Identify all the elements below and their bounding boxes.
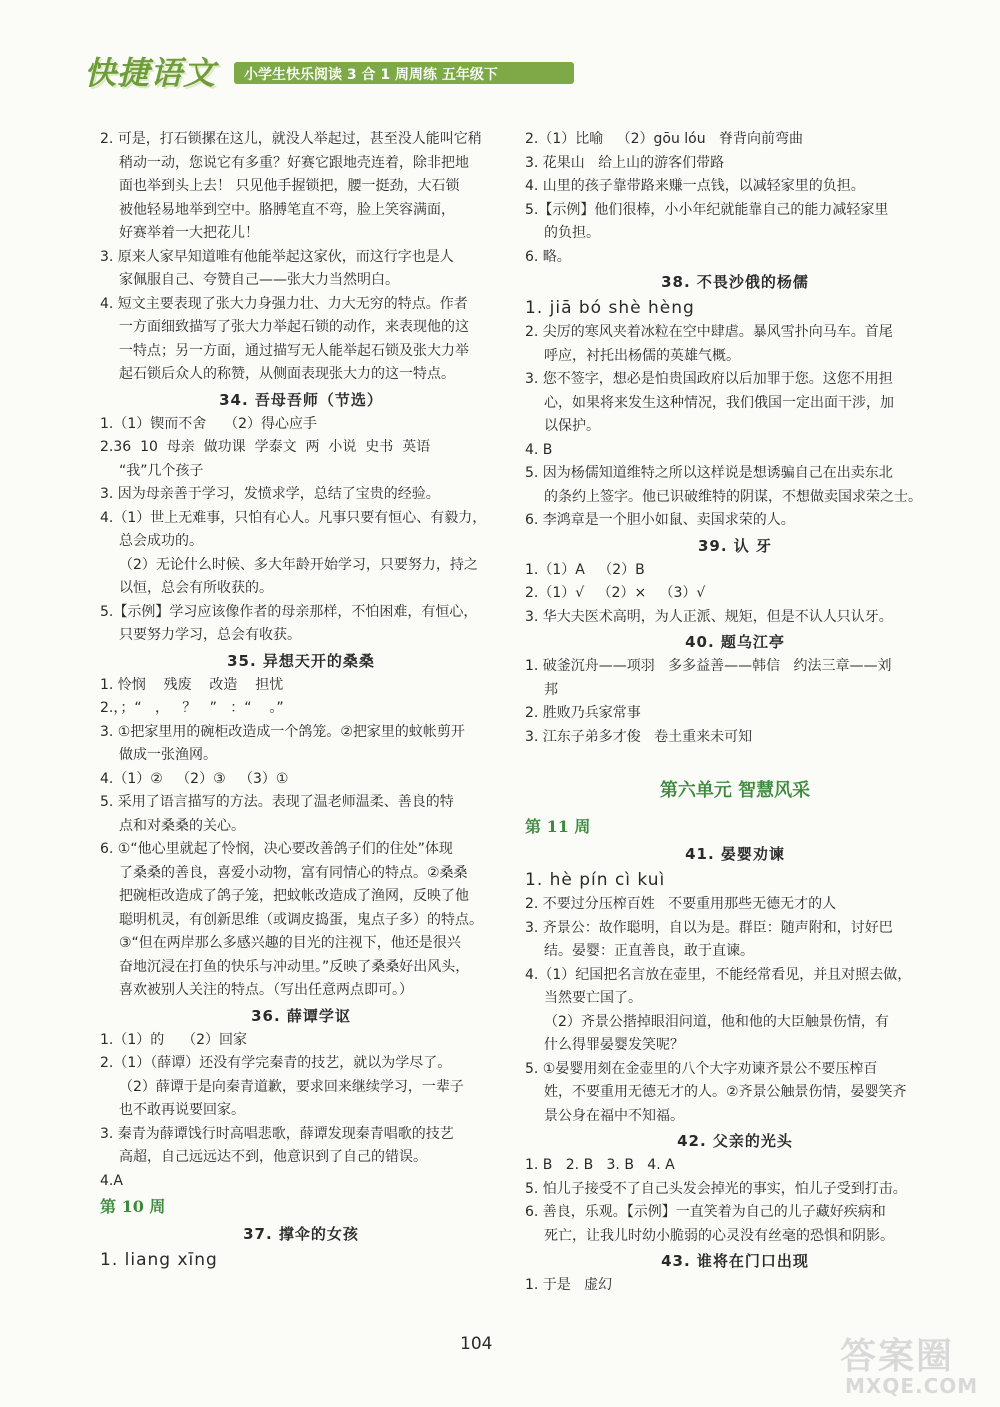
answer-line: 3. 原来人家早知道唯有他能举起这家伙，而这行字也是人	[100, 248, 454, 265]
answer-line: 1. 怜悯 残废 改造 担忧	[100, 676, 284, 693]
answer-line-continued: 的负担。	[544, 225, 600, 241]
answer-line-continued: 喜欢被别人关注的特点。（写出任意两点即可。）	[119, 982, 413, 998]
answer-line-continued: 做成一张渔网。	[119, 747, 217, 763]
answer-line: 3. 江东子弟多才俊 卷土重来未可知	[525, 728, 753, 745]
pinyin-line: 1. liang xīng	[100, 1250, 218, 1270]
answer-line: 2. 可是，打石锁摞在这儿，就没人举起过，甚至没人能叫它稍	[100, 131, 482, 147]
book-subtitle: 小学生快乐阅读 3 合 1 周周练 五年级下	[244, 67, 498, 83]
pinyin-line: 1. jiā bó shè hèng	[525, 298, 695, 318]
answer-line-continued: 总会成功的。	[119, 533, 203, 549]
answer-line-continued: 聪明机灵，有创新思维（或调皮捣蛋，鬼点子多）的特点。	[119, 911, 483, 928]
answer-line: 1. 破釜沉舟——项羽 多多益善——韩信 约法三章——刘	[525, 658, 892, 674]
answer-line: 4. 短文主要表现了张大力身强力壮、力大无穷的特点。作者	[100, 295, 468, 312]
answer-line-continued: 心，如果将来发生这种情况，我们俄国一定出面干涉，加	[544, 394, 894, 411]
answer-line: 2. 不要过分压榨百姓 不要重用那些无德无才的人	[525, 896, 837, 912]
answer-line-continued: 奋地沉浸在打鱼的快乐与冲动里。”反映了桑桑好出风头，	[119, 958, 470, 975]
answer-line: 5. 怕儿子接受不了自己头发会掉光的事实，怕儿子受到打击。	[525, 1180, 907, 1197]
lesson-title: 35. 异想天开的桑桑	[227, 651, 375, 670]
answer-line: 2. 尖厉的寒风夹着冰粒在空中肆虐。暴风雪扑向马车。首尾	[525, 324, 893, 340]
answer-line-continued: 什么得罪晏婴发笑呢？	[544, 1037, 684, 1053]
answer-line: 3. ①把家里用的碗柜改造成一个鸽笼。②把家里的蚊帐剪开	[100, 723, 465, 740]
answer-line: 3. 因为母亲善于学习，发愤求学，总结了宝贵的经验。	[100, 486, 440, 502]
answer-line-continued: 家佩服自己、夸赞自己——张大力当然明白。	[119, 272, 399, 288]
answer-line-continued: “我”几个孩子	[119, 462, 204, 479]
lesson-title: 37. 撑伞的女孩	[243, 1225, 359, 1243]
book-header	[84, 48, 604, 98]
answer-line-continued: 好赛举着一大把花儿！	[119, 225, 259, 241]
lesson-title: 34. 吾母吾师（节选）	[219, 390, 383, 409]
lesson-title: 36. 薛谭学讴	[251, 1006, 351, 1025]
answer-line: 3. 华大夫医术高明，为人正派、规矩，但是不认人只认牙。	[525, 608, 893, 625]
answer-line-continued: 把碗柜改造成了鸽子笼，把蚊帐改造成了渔网，反映了他	[119, 888, 469, 904]
answer-line-continued: 面也举到头上去！ 只见他手握锁把，腰一挺劲，大石锁	[119, 178, 460, 194]
answer-line-continued: （2）薛谭于是向秦青道歉，要求回来继续学习，一辈子	[119, 1078, 464, 1095]
page-number: 104	[460, 1334, 493, 1354]
answer-line-continued: 点和对桑桑的关心。	[119, 817, 245, 834]
answer-line-continued: 的条约上签字。他已识破维特的阴谋，不想做卖国求荣之士。	[544, 488, 922, 505]
answer-line-continued: （2）无论什么时候、多大年龄开始学习，只要努力，持之	[119, 556, 478, 573]
subtitle-band	[234, 62, 574, 84]
answer-line-continued: 一特点；另一方面，通过描写无人能举起石锁及张大力举	[119, 342, 469, 359]
answer-line: 2. 胜败乃兵家常事	[525, 705, 641, 721]
watermark-logo: 答案圈	[840, 1336, 955, 1377]
answer-line-continued: 高超，自己远远达不到，他意识到了自己的错误。	[119, 1149, 427, 1165]
answer-line-continued: 被他轻易地举到空中。胳膊笔直不弯，脸上笑容满面，	[119, 201, 455, 218]
answer-line-continued: 只要努力学习，总会有收获。	[119, 627, 301, 643]
answer-line: 2.（1）√ （2）× （3）√	[525, 585, 706, 601]
answer-line: 5.【示例】他们很棒，小小年纪就能靠自己的能力减轻家里	[525, 201, 889, 218]
lesson-title: 43. 谁将在门口出现	[661, 1252, 809, 1270]
week-heading: 第 11 周	[525, 817, 591, 836]
lesson-title: 41. 晏婴劝谏	[685, 845, 785, 863]
answer-line-continued: 邦	[544, 681, 558, 698]
answer-line: 4.（1）世上无难事，只怕有心人。凡事只要有恒心、有毅力，	[100, 509, 487, 526]
answer-line: 2.，；“ ， ？ ” ：“ 。”	[100, 700, 284, 716]
answer-line: 5.【示例】学习应该像作者的母亲那样，不怕困难，有恒心，	[100, 603, 478, 620]
series-logo: 快捷语文	[84, 54, 217, 92]
left-column	[100, 128, 502, 1273]
answer-line-continued: 呼应，衬托出杨儒的英雄气概。	[544, 347, 740, 364]
answer-line: 1. 于是 虚幻	[525, 1277, 613, 1293]
answer-line-continued: 以恒，总会有所收获的。	[119, 580, 273, 596]
answer-line: 5. ①晏婴用刻在金壶里的八个大字劝谏齐景公不要压榨百	[525, 1060, 878, 1077]
answer-line: 4. 山里的孩子靠带路来赚一点钱，以减轻家里的负担。	[525, 178, 865, 194]
watermark-url: MXQE.COM	[845, 1374, 979, 1398]
answer-line: 4.（1）② （2）③ （3）①	[100, 770, 289, 787]
right-column	[525, 128, 945, 1298]
answer-line: 1.（1）锲而不舍 （2）得心应手	[100, 415, 317, 432]
answer-line: 5. 因为杨儒知道维特之所以这样说是想诱骗自己在出卖东北	[525, 465, 893, 481]
answer-line-continued: 景公身在福中不知福。	[544, 1107, 684, 1124]
answer-line-continued: 了桑桑的善良，喜爱小动物，富有同情心的特点。②桑桑	[119, 864, 468, 881]
lesson-title: 39. 认 牙	[697, 536, 773, 555]
answer-line: 6. 李鸿章是一个胆小如鼠、卖国求荣的人。	[525, 512, 795, 528]
answer-line-continued: ③“但在两岸那么多感兴趣的目光的注视下，他还是很兴	[119, 935, 461, 951]
answer-line: 6. 善良，乐观。【示例】一直笑着为自己的儿子藏好疾病和	[525, 1204, 886, 1220]
answer-line: 2.36 10 母亲 做功课 学泰文 两 小说 史书 英语	[100, 439, 431, 455]
lesson-title: 40. 题乌江亭	[685, 633, 785, 651]
answer-line: 3. 秦青为薛谭饯行时高唱悲歌，薛谭发现秦青唱歌的技艺	[100, 1125, 454, 1142]
answer-line-continued: （2）齐景公揩掉眼泪问道，他和他的大臣触景伤情，有	[544, 1013, 889, 1030]
answer-line-continued: 结。晏婴：正直善良，敢于直谏。	[544, 943, 754, 959]
answer-line: 4. B	[525, 441, 553, 458]
answer-line-continued: 当然要亡国了。	[544, 990, 642, 1006]
answer-line: 3. 您不签字，想必是怕贵国政府以后加罪于您。这您不用担	[525, 371, 893, 387]
answer-line: 1.（1）的 （2）回家	[100, 1031, 247, 1048]
answer-line-continued: 以保护。	[544, 418, 600, 434]
answer-line: 3. 齐景公：故作聪明，自以为是。群臣：随声附和，讨好巴	[525, 919, 893, 936]
lesson-title: 38. 不畏沙俄的杨儒	[661, 273, 809, 291]
answer-line: 4.A	[100, 1172, 123, 1189]
pinyin-line: 1. hè pín cì kuì	[525, 870, 666, 890]
answer-line: 6. 略。	[525, 248, 571, 265]
answer-line: 2.（1）（薛谭）还没有学完秦青的技艺，就以为学尽了。	[100, 1055, 452, 1071]
answer-line-continued: 稍动一动，您说它有多重？好赛它跟地壳连着，除非把地	[119, 154, 469, 171]
lesson-title: 42. 父亲的光头	[677, 1132, 793, 1150]
answer-line: 1. B 2. B 3. B 4. A	[525, 1157, 675, 1173]
answer-line-continued: 一方面细致描写了张大力举起石锁的动作，来表现他的这	[119, 319, 469, 335]
answer-line: 2.（1）比喻 （2）gōu lóu 脊背向前弯曲	[525, 131, 803, 147]
answer-line: 4.（1）纪国把名言放在壶里，不能经常看见，并且对照去做，	[525, 966, 912, 983]
answer-line-continued: 也不敢再说要回家。	[119, 1102, 245, 1118]
answer-line: 5. 采用了语言描写的方法。表现了温老师温柔、善良的特	[100, 794, 454, 810]
answer-line-continued: 起石锁后众人的称赞，从侧面表现张大力的这一特点。	[119, 366, 455, 382]
answer-line-continued: 死亡，让我儿时幼小脆弱的心灵没有丝毫的恐惧和阴影。	[544, 1227, 894, 1244]
answer-line-continued: 姓，不要重用无德无才的人。②齐景公触景伤情，晏婴笑齐	[544, 1084, 907, 1100]
answer-line: 6. ①“他心里就起了怜悯，决心要改善鸽子们的住处”体现	[100, 841, 453, 857]
unit-heading: 第六单元 智慧风采	[659, 780, 811, 801]
answer-line: 3. 花果山 给上山的游客们带路	[525, 154, 725, 171]
week-heading: 第 10 周	[100, 1197, 166, 1216]
answer-line: 1.（1）A （2）B	[525, 561, 645, 578]
